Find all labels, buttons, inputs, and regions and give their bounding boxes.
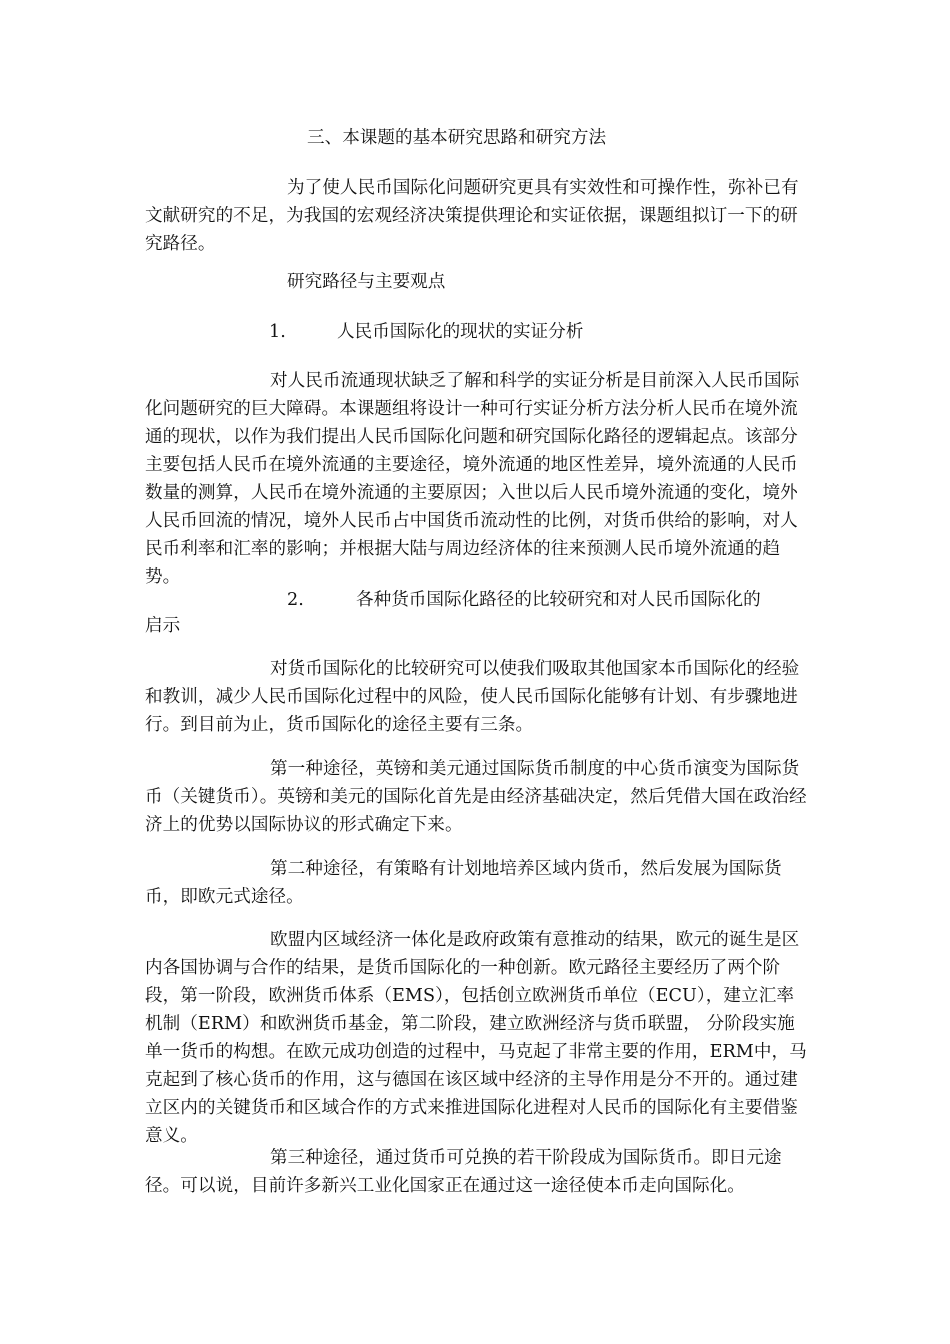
- path-1-paragraph: 第一种途径，英镑和美元通过国际货币制度的中心货币演变为国际货币（关键货币）。英镑和美元的国际化首先是由经济基础决定，然后凭借大国在政治经济上的优势以国际协议的形式确定下来。: [145, 759, 807, 835]
- item-2-heading-line-1: [287, 586, 761, 614]
- euro-paragraph: 欧盟内区域经济一体化是政府政策有意推动的结果，欧元的诞生是区内各国协调与合作的结果，是货币国际化的一种创新。欧元路径主要经历了两个阶段，第一阶段，欧洲货币体系（EMS），包括创立欧洲货币单位（ECU），建立汇率机制（ERM）和欧洲货币基金，第二阶段，建立欧洲经济与货币联盟， 分阶段实施单一货币的构想。在欧元成功创造的过程中，马克起了非常主要的作用，ERM中，马克起到了核心货币的作用，这与德国在该区域中经济的主导作用是分不开的。通过建立区内的关键货币和区域合作的方式来推进国际化进程对人民币的国际化有主要借鉴意义。: [145, 930, 807, 1146]
- item-1-heading: [269, 318, 583, 346]
- item-2-title-line-1: 各种货币国际化路径的比较研究和对人民币国际化的: [356, 590, 761, 610]
- item-1-paragraph: 对人民币流通现状缺乏了解和科学的实证分析是目前深入人民币国际化问题研究的巨大障碍。本课题组将设计一种可行实证分析方法分析人民币在境外流通的现状，以作为我们提出人民币国际化问题和研究国际化路径的逻辑起点。该部分主要包括人民币在境外流通的主要途径，境外流通的地区性差异，境外流通的人民币数量的测算，人民币在境外流通的主要原因；入世以后人民币境外流通的变化，境外人民币回流的情况，境外人民币占中国货币流动性的比例，对货币供给的影响，对人民币利率和汇率的影响；并根据大陆与周边经济体的往来预测人民币境外流通的趋势。: [145, 371, 800, 587]
- path-3-paragraph: 第三种途径，通过货币可兑换的若干阶段成为国际货币。即日元途径。可以说，目前许多新兴工业化国家正在通过这一途径使本币走向国际化。: [145, 1148, 782, 1196]
- intro-paragraph: 为了使人民币国际化问题研究更具有实效性和可操作性，弥补已有文献研究的不足，为我国的宏观经济决策提供理论和实证依据，课题组拟订一下的研究路径。: [145, 178, 799, 254]
- section-title: 三、本课题的基本研究思路和研究方法: [307, 128, 607, 148]
- item-1-title: 人民币国际化的现状的实证分析: [337, 322, 584, 342]
- path-2-paragraph: 第二种途径，有策略有计划地培养区域内货币，然后发展为国际货币，即欧元式途径。: [145, 859, 782, 907]
- research-path-subheading: 研究路径与主要观点: [287, 272, 446, 292]
- item-2-paragraph: 对货币国际化的比较研究可以使我们吸取其他国家本币国际化的经验和教训，减少人民币国际化过程中的风险，使人民币国际化能够有计划、有步骤地进行。到目前为止，货币国际化的途径主要有三条。: [145, 659, 800, 735]
- item-2-heading-line-2: 启示: [145, 616, 181, 636]
- item-1-number: 1.: [269, 322, 286, 342]
- item-2-number: 2.: [287, 590, 304, 610]
